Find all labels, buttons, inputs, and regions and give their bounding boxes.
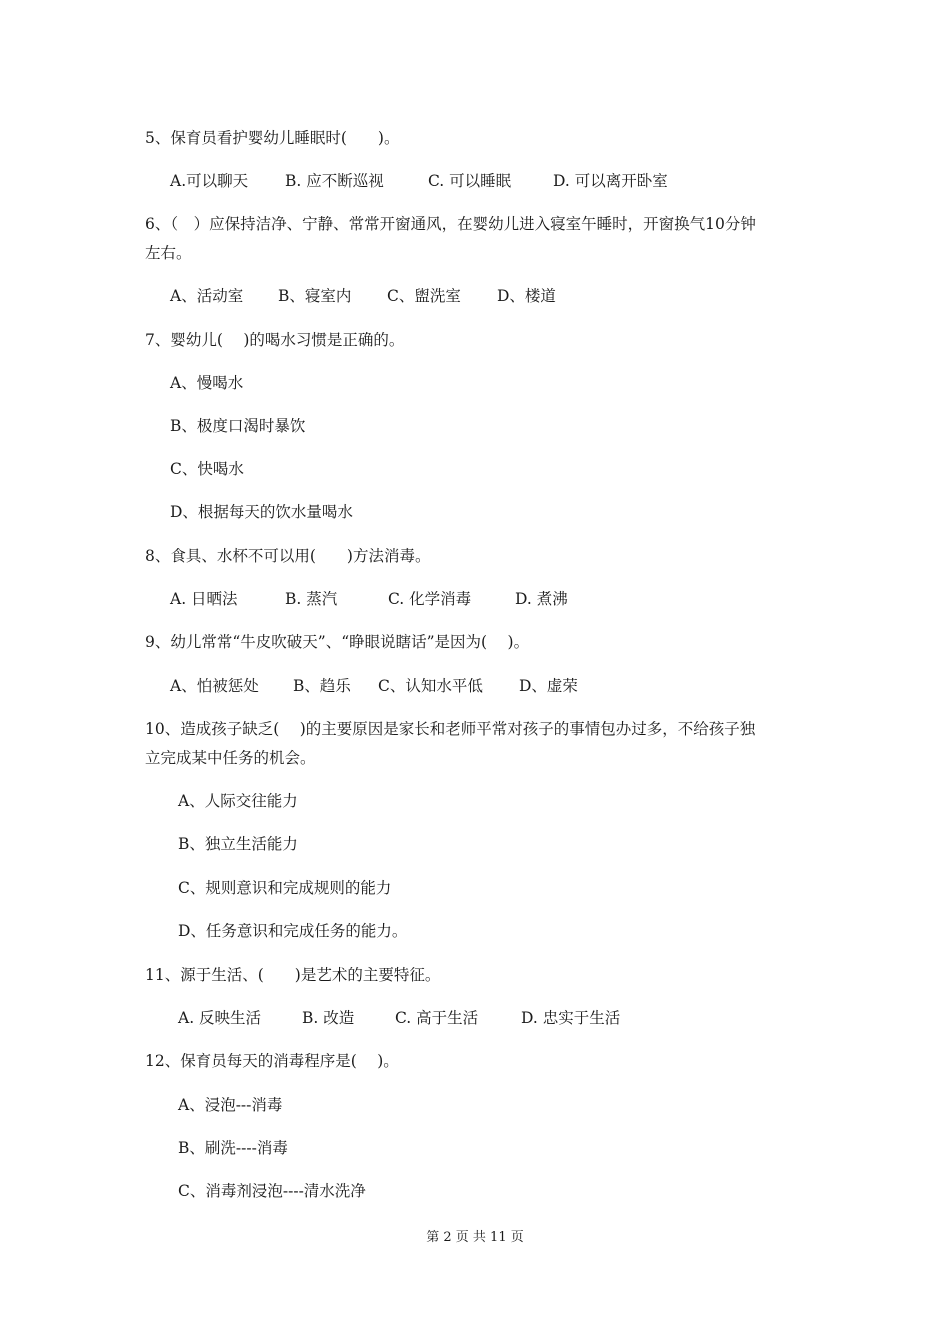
page-number-footer: 第 2 页 共 11 页 <box>426 1230 524 1245</box>
question-10-option-d: D、任务意识和完成任务的能力。 <box>178 922 408 940</box>
option-b: B. 蒸汽 <box>285 590 338 608</box>
question-12-stem: 12、保育员每天的消毒程序是( )。 <box>145 1052 399 1070</box>
option-d: D、虚荣 <box>519 677 578 695</box>
question-11-stem: 11、源于生活、( )是艺术的主要特征。 <box>145 966 441 984</box>
option-c: C、盥洗室 <box>387 287 461 305</box>
question-8-options <box>170 589 568 609</box>
question-7-option-c: C、快喝水 <box>170 460 244 478</box>
option-d: D. 煮沸 <box>515 590 568 608</box>
question-9-stem: 9、幼儿常常“牛皮吹破天”、“睁眼说瞎话”是因为( )。 <box>145 633 530 651</box>
option-a: A. 反映生活 <box>178 1009 262 1027</box>
option-d: D. 可以离开卧室 <box>553 172 668 190</box>
question-6-options <box>170 286 556 306</box>
question-7-option-d: D、根据每天的饮水量喝水 <box>170 503 353 521</box>
option-b: B. 改造 <box>302 1009 355 1027</box>
option-b: B、趋乐 <box>293 677 351 695</box>
option-d: D. 忠实于生活 <box>521 1009 621 1027</box>
option-a: A. 日晒法 <box>170 590 238 608</box>
question-10-option-c: C、规则意识和完成规则的能力 <box>178 879 392 897</box>
question-7-option-b: B、极度口渴时暴饮 <box>170 417 306 435</box>
option-a: A、怕被惩处 <box>170 677 259 695</box>
question-11-options <box>178 1008 620 1028</box>
option-c: C、认知水平低 <box>378 677 483 695</box>
option-d: D、楼道 <box>497 287 556 305</box>
question-10-stem-line-1: 10、造成孩子缺乏( )的主要原因是家长和老师平常对孩子的事情包办过多，不给孩子独 <box>145 720 756 738</box>
question-6-stem-line-2: 左右。 <box>145 244 192 262</box>
question-6-stem-line-1: 6、（ ）应保持洁净、宁静、常常开窗通风，在婴幼儿进入寝室午睡时，开窗换气10分钟 <box>145 215 756 233</box>
question-5-stem: 5、保育员看护婴幼儿睡眠时( )。 <box>145 129 400 147</box>
question-10-option-b: B、独立生活能力 <box>178 835 298 853</box>
question-7-option-a: A、慢喝水 <box>170 374 244 392</box>
option-c: C. 高于生活 <box>395 1009 479 1027</box>
option-b: B、寝室内 <box>278 287 352 305</box>
question-5-options <box>170 171 668 191</box>
option-c: C. 可以睡眠 <box>428 172 512 190</box>
question-12-option-c: C、消毒剂浸泡----清水洗净 <box>178 1182 366 1200</box>
option-a: A、活动室 <box>170 287 244 305</box>
option-b: B. 应不断巡视 <box>285 172 384 190</box>
question-10-option-a: A、人际交往能力 <box>178 792 298 810</box>
question-7-stem: 7、婴幼儿( )的喝水习惯是正确的。 <box>145 331 405 349</box>
question-12-option-a: A、浸泡---消毒 <box>178 1096 283 1114</box>
question-9-options <box>170 676 578 696</box>
question-8-stem: 8、食具、水杯不可以用( )方法消毒。 <box>145 547 431 565</box>
question-10-stem-line-2: 立完成某中任务的机会。 <box>145 749 316 767</box>
option-a: A.可以聊天 <box>170 172 249 190</box>
question-12-option-b: B、刷洗----消毒 <box>178 1139 288 1157</box>
option-c: C. 化学消毒 <box>388 590 472 608</box>
